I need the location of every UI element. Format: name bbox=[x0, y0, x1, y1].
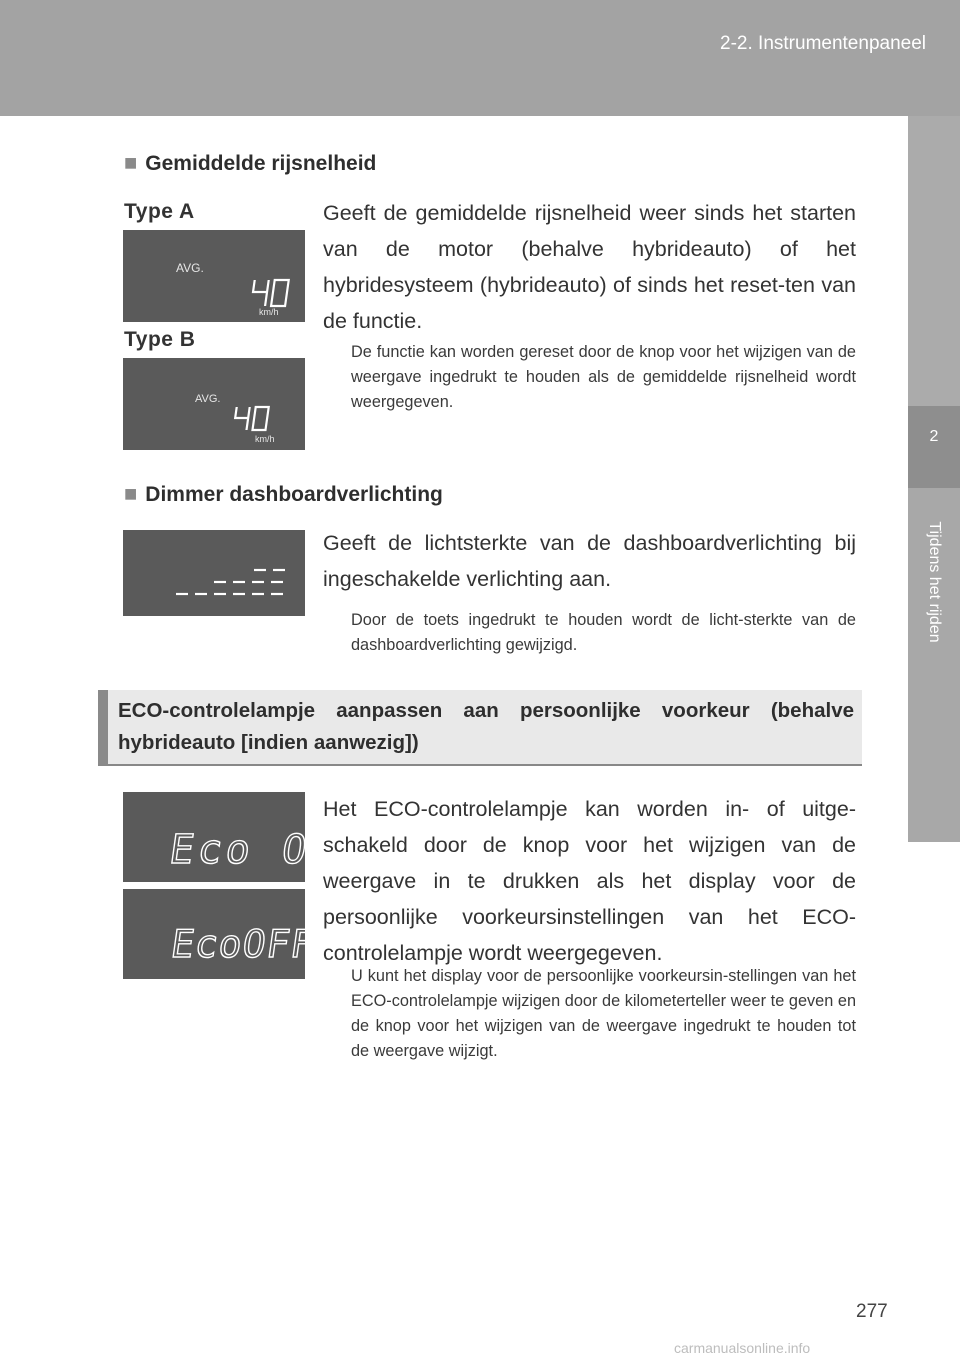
chapter-number: 2 bbox=[929, 428, 939, 445]
display-type-b bbox=[123, 358, 305, 450]
display-type-a-graphic bbox=[123, 230, 305, 322]
dimmer-body: Geeft de lichtsterkte van de dashboardverlichting bij ingeschakelde verlichting aan. bbox=[323, 531, 856, 591]
side-tab-top bbox=[908, 116, 960, 406]
display-type-a bbox=[123, 230, 305, 322]
eco-note: U kunt het display voor de persoonlijke voorkeursin-stellingen van het ECO-controlelampje wijzigen door de kilometerteller weer te geven en de knop voor het wijzigen van de weergave ingedrukt te houden tot de weergave wijzigt. bbox=[351, 967, 856, 1060]
square-bullet-icon: ■ bbox=[124, 150, 138, 175]
dimmer-note: Door de toets ingedrukt te houden wordt de licht-sterkte van de dashboardverlichting gewijzigd. bbox=[351, 611, 856, 654]
display-a-unit: km/h bbox=[259, 307, 279, 317]
eco-on-text: Eco On bbox=[166, 827, 342, 873]
watermark: carmanualsonline.info bbox=[674, 1340, 811, 1356]
eco-off-graphic bbox=[123, 889, 318, 979]
dimmer-bars-graphic bbox=[123, 530, 305, 616]
average-speed-body: Geeft de gemiddelde rijsnelheid weer sinds het starten van de motor (behalve hybrideauto) of het hybridesysteem (hybrideauto) of sinds het reset-ten van de functie. bbox=[323, 201, 856, 333]
page-number: 277 bbox=[856, 1301, 888, 1322]
display-eco-off bbox=[123, 889, 318, 979]
chapter-label: Tijdens het rijden bbox=[926, 521, 943, 643]
display-b-label: AVG. bbox=[195, 393, 221, 405]
section-title-dimmer bbox=[124, 481, 443, 507]
eco-body: Het ECO-controlelampje kan worden in- of uitge-schakeld door de knop voor het wijzigen van de weergave in te drukken als het display voor de persoonlijke voorkeursinstellingen van het ECO-controlelampje wordt weergegeven. bbox=[323, 797, 856, 965]
type-a-label: Type A bbox=[124, 200, 195, 223]
average-speed-note: De functie kan worden gereset door de knop voor het wijzigen van de weergave ingedrukt te houden als de gemiddelde rijsnelheid wordt weergegeven. bbox=[351, 343, 856, 411]
section-title-text: Gemiddelde rijsnelheid bbox=[145, 152, 377, 175]
side-tab-active bbox=[908, 406, 960, 488]
section-title-average-speed bbox=[124, 150, 376, 176]
display-dimmer bbox=[123, 530, 305, 616]
callout-accent-bar bbox=[98, 690, 108, 764]
type-b-label: Type B bbox=[124, 328, 196, 351]
seven-segment-digits-40 bbox=[251, 280, 289, 306]
page-header bbox=[0, 0, 960, 116]
display-a-label: AVG. bbox=[176, 261, 204, 275]
display-b-unit: km/h bbox=[255, 434, 275, 444]
eco-on-graphic bbox=[123, 792, 342, 882]
eco-off-text: EcoOFF bbox=[168, 923, 318, 967]
eco-callout-box bbox=[98, 690, 862, 766]
display-type-b-graphic bbox=[123, 358, 305, 450]
seven-segment-digits-40-b bbox=[233, 407, 268, 430]
square-bullet-icon: ■ bbox=[124, 481, 138, 506]
display-eco-on bbox=[123, 792, 342, 882]
eco-callout-title: ECO-controlelampje aanpassen aan persoonlijke voorkeur (behalve hybrideauto [indien aanwezig]) bbox=[118, 699, 854, 754]
section-title-text: Dimmer dashboardverlichting bbox=[145, 483, 443, 506]
chapter-title: 2-2. Instrumentenpaneel bbox=[720, 33, 926, 54]
